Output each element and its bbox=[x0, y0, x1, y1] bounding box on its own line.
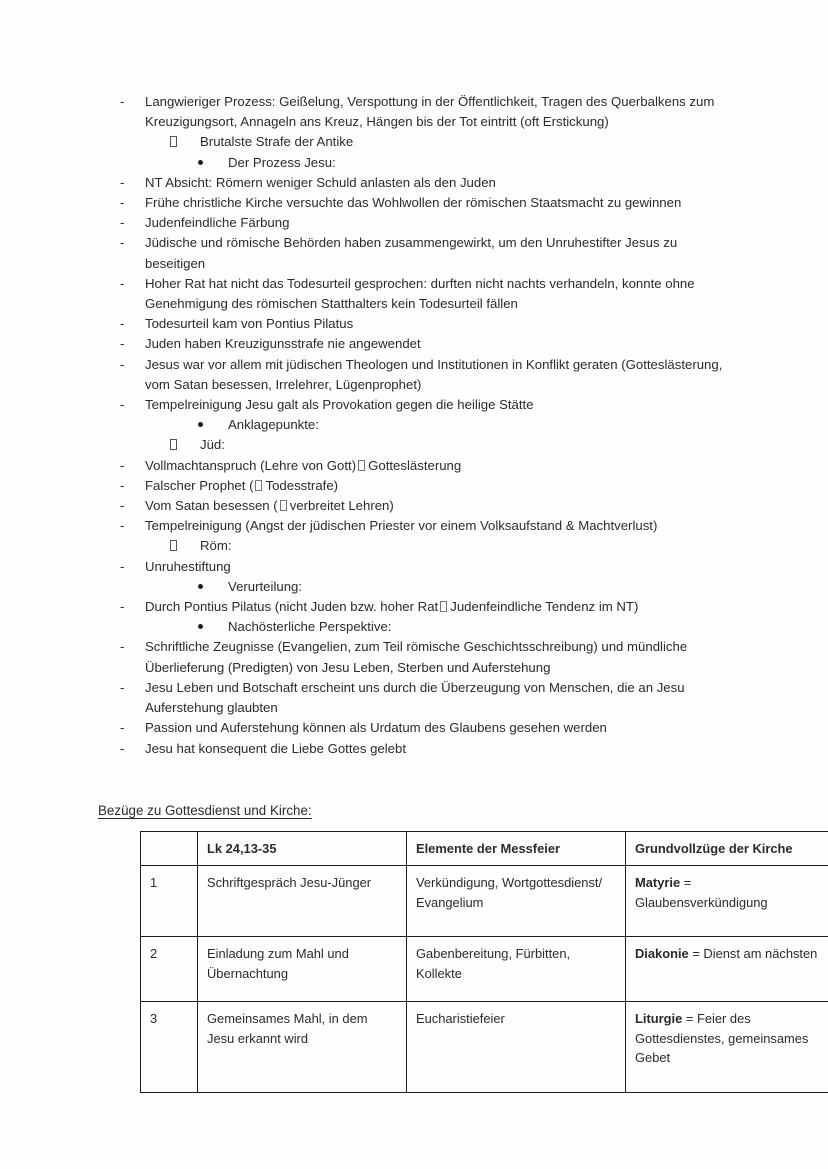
dash-marker-icon: - bbox=[120, 215, 125, 231]
table-cell-num: 1 bbox=[141, 866, 198, 937]
table-cell-num: 3 bbox=[141, 1002, 198, 1093]
dash-marker-icon: - bbox=[120, 720, 125, 736]
outline-item bbox=[98, 637, 738, 677]
outline-item bbox=[98, 173, 738, 193]
dash-marker-icon: - bbox=[120, 195, 125, 211]
table-body bbox=[141, 866, 828, 1093]
bullet-marker-icon bbox=[198, 153, 218, 173]
outline-item-text: Nachösterliche Perspektive: bbox=[228, 619, 392, 635]
bullet-marker-icon bbox=[198, 617, 218, 637]
grundvollzug-term: Diakonie bbox=[635, 946, 689, 962]
table-row bbox=[141, 937, 828, 1002]
table-cell-grundvollzug bbox=[626, 937, 828, 1002]
table-header-lk: Lk 24,13-35 bbox=[198, 832, 407, 866]
dash-marker-icon: - bbox=[120, 558, 125, 574]
dash-marker-icon: - bbox=[120, 498, 125, 514]
outline-item bbox=[98, 536, 738, 556]
arrow-missing-glyph-icon bbox=[255, 480, 262, 491]
dash-marker-icon: - bbox=[120, 397, 125, 413]
outline-item-text: Frühe christliche Kirche versuchte das Wohlwollen der römischen Staatsmacht zu gewinnen bbox=[145, 195, 682, 211]
outline-item-text: Verurteilung: bbox=[228, 578, 303, 594]
outline-item-text: Jüdische und römische Behörden haben zusammengewirkt, um den Unruhestifter Jesus zu beseitigen bbox=[145, 235, 678, 271]
dash-marker-icon: - bbox=[120, 356, 125, 372]
arrow-missing-glyph-icon bbox=[358, 460, 365, 471]
missing-glyph-marker-icon bbox=[170, 132, 190, 152]
table-header-elemente: Elemente der Messfeier bbox=[407, 832, 626, 866]
outline-item bbox=[98, 213, 738, 233]
outline-item-text: Langwieriger Prozess: Geißelung, Verspottung in der Öffentlichkeit, Tragen des Querbalkens zum Kreuzigungsort, Annageln ans Kreuz, Hängen bis der Tot eintritt (oft Erstickung) bbox=[145, 94, 715, 130]
outline-text-after: verbreitet Lehren) bbox=[289, 498, 394, 514]
outline-item-text: Hoher Rat hat nicht das Todesurteil gesprochen: durften nicht nachts verhandeln, konnte ohne Genehmigung des römischen Statthalters kein Todesurteil fällen bbox=[145, 275, 695, 312]
outline-item bbox=[98, 476, 738, 496]
dash-marker-icon: - bbox=[120, 457, 125, 473]
outline-item-text bbox=[145, 478, 338, 493]
outline-item-text: Der Prozess Jesu: bbox=[228, 154, 336, 170]
missing-glyph-marker-icon bbox=[170, 435, 190, 455]
outline-item bbox=[98, 516, 738, 536]
outline-item bbox=[98, 456, 738, 476]
outline-item-text: Tempelreinigung Jesu galt als Provokation gegen die heilige Stätte bbox=[145, 397, 534, 413]
grundvollzug-term: Liturgie bbox=[635, 1011, 683, 1027]
dash-marker-icon: - bbox=[120, 275, 125, 291]
outline-item bbox=[98, 617, 738, 637]
outline-item bbox=[98, 395, 738, 415]
outline-item bbox=[98, 718, 738, 738]
outline-item bbox=[98, 233, 738, 273]
outline-text-before: Falscher Prophet ( bbox=[145, 477, 254, 493]
outline-item-text: NT Absicht: Römern weniger Schuld anlasten als den Juden bbox=[145, 174, 496, 190]
dash-marker-icon: - bbox=[120, 235, 125, 251]
dash-marker-icon: - bbox=[120, 477, 125, 493]
grundvollzug-definition: = Glaubensverkündigung bbox=[635, 875, 768, 910]
table-cell-lk: Gemeinsames Mahl, in dem Jesu erkannt wird bbox=[198, 1002, 407, 1093]
table-cell-lk: Schriftgespräch Jesu-Jünger bbox=[198, 866, 407, 937]
outline-text-after: Judenfeindliche Tendenz im NT) bbox=[450, 599, 639, 615]
table-cell-grundvollzug bbox=[626, 1002, 828, 1093]
grundvollzug-definition: = Feier des Gottesdienstes, gemeinsames Gebet bbox=[635, 1011, 809, 1066]
dash-marker-icon: - bbox=[120, 316, 125, 332]
outline-item-text: Brutalste Strafe der Antike bbox=[200, 134, 354, 150]
outline-text-before: Vollmachtanspruch (Lehre von Gott) bbox=[145, 457, 357, 473]
outline-item-text: Röm: bbox=[200, 538, 232, 554]
outline-item bbox=[98, 92, 738, 132]
table-header-num bbox=[141, 832, 198, 866]
section-heading-bezuege: Bezüge zu Gottesdienst und Kirche: bbox=[98, 803, 312, 818]
arrow-missing-glyph-icon bbox=[280, 500, 287, 511]
outline-item-text: Passion und Auferstehung können als Urdatum des Glaubens gesehen werden bbox=[145, 720, 607, 736]
outline-text-after: Todesstrafe) bbox=[265, 477, 339, 493]
outline-list bbox=[98, 92, 738, 759]
table-cell-elemente: Eucharistiefeier bbox=[407, 1002, 626, 1093]
table-cell-elemente: Verkündigung, Wortgottesdienst/ Evangelium bbox=[407, 866, 626, 937]
bullet-marker-icon bbox=[198, 577, 218, 597]
dash-marker-icon: - bbox=[120, 336, 125, 352]
table-header-row bbox=[141, 832, 828, 866]
outline-item bbox=[98, 193, 738, 213]
outline-item-text: Juden haben Kreuzigunsstrafe nie angewendet bbox=[145, 336, 421, 352]
outline-item-text bbox=[145, 498, 394, 513]
outline-item-text: Jesu Leben und Botschaft erscheint uns durch die Überzeugung von Menschen, die an Jesu Auferstehung glaubten bbox=[145, 679, 685, 716]
outline-item bbox=[98, 132, 738, 152]
arrow-missing-glyph-icon bbox=[440, 601, 447, 612]
outline-item-text: Unruhestiftung bbox=[145, 558, 231, 574]
outline-item bbox=[98, 274, 738, 314]
table-cell-num: 2 bbox=[141, 937, 198, 1002]
missing-glyph-marker-icon bbox=[170, 536, 190, 556]
outline-item-text: Todesurteil kam von Pontius Pilatus bbox=[145, 316, 354, 332]
outline-item bbox=[98, 415, 738, 435]
outline-item bbox=[98, 314, 738, 334]
outline-item-text: Tempelreinigung (Angst der jüdischen Priester vor einem Volksaufstand & Machtverlust) bbox=[145, 518, 658, 534]
grundvollzug-term: Matyrie bbox=[635, 875, 681, 891]
table-wrapper bbox=[140, 831, 818, 1093]
dash-marker-icon: - bbox=[120, 518, 125, 534]
table-cell-grundvollzug bbox=[626, 866, 828, 937]
outline-item bbox=[98, 739, 738, 759]
outline-item bbox=[98, 557, 738, 577]
grundvollzug-definition: = Dienst am nächsten bbox=[688, 946, 818, 962]
table-cell-lk: Einladung zum Mahl und Übernachtung bbox=[198, 937, 407, 1002]
outline-item bbox=[98, 496, 738, 516]
dash-marker-icon: - bbox=[120, 599, 125, 615]
dash-marker-icon: - bbox=[120, 94, 125, 109]
outline-item bbox=[98, 678, 738, 718]
outline-item bbox=[98, 355, 738, 395]
outline-item-text: Schriftliche Zeugnisse (Evangelien, zum Teil römische Geschichtsschreibung) und mündliche Überlieferung (Predigten) von Jesu Leben, Sterben und Auferstehung bbox=[145, 639, 688, 675]
table-row bbox=[141, 1002, 828, 1093]
outline-item bbox=[98, 597, 738, 617]
table-cell-elemente: Gabenbereitung, Fürbitten, Kollekte bbox=[407, 937, 626, 1002]
table-row bbox=[141, 866, 828, 937]
outline-item-text: Jesus war vor allem mit jüdischen Theologen und Institutionen in Konflikt geraten (Gotteslästerung, vom Satan besessen, Irrelehrer, Lügenprophet) bbox=[145, 356, 723, 392]
messfeier-table bbox=[140, 831, 828, 1093]
outline-item-text bbox=[145, 458, 461, 473]
outline-text-before: Durch Pontius Pilatus (nicht Juden bzw. hoher Rat bbox=[145, 599, 439, 615]
outline-item-text: Jesu hat konsequent die Liebe Gottes gelebt bbox=[145, 740, 407, 756]
outline-item-text: Anklagepunkte: bbox=[228, 417, 319, 433]
outline-item-text: Jüd: bbox=[200, 437, 225, 453]
outline-item-text bbox=[145, 599, 638, 614]
bullet-marker-icon bbox=[198, 415, 218, 435]
outline-item bbox=[98, 334, 738, 354]
outline-item-text: Judenfeindliche Färbung bbox=[145, 215, 290, 231]
outline-item bbox=[98, 153, 738, 173]
dash-marker-icon: - bbox=[120, 174, 125, 190]
outline-item bbox=[98, 577, 738, 597]
table-header-grundvollzuege: Grundvollzüge der Kirche bbox=[626, 832, 828, 866]
outline-text-before: Vom Satan besessen ( bbox=[145, 498, 278, 514]
dash-marker-icon: - bbox=[120, 639, 125, 655]
outline-text-after: Gotteslästerung bbox=[368, 457, 462, 473]
outline-item bbox=[98, 435, 738, 455]
dash-marker-icon: - bbox=[120, 679, 125, 695]
dash-marker-icon: - bbox=[120, 740, 125, 756]
